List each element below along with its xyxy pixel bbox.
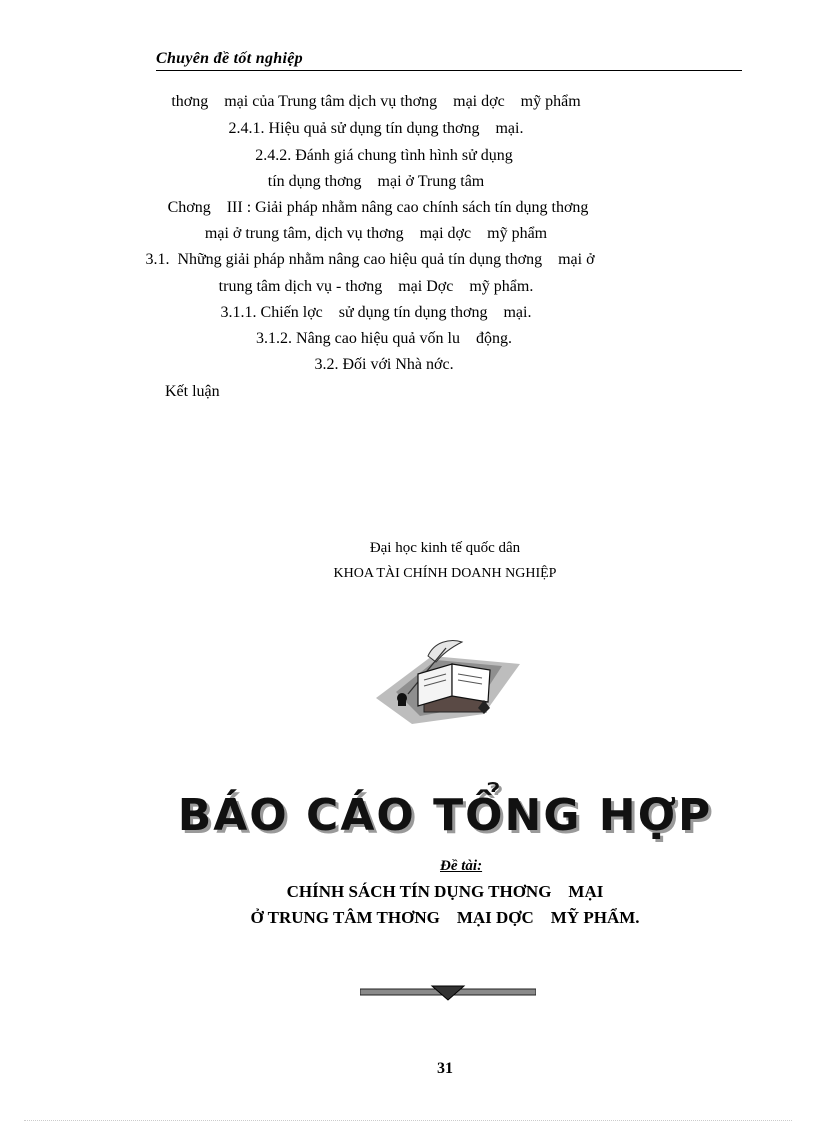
divider-arrow-icon — [360, 984, 536, 1002]
toc-line-10: 3.1.2. Nâng cao hiệu quả vốn lu động. — [256, 330, 512, 347]
university-name: Đại học kinh tế quốc dân — [369, 540, 521, 556]
toc-line-9: 3.1.1. Chiến lợc sử dụng tín dụng thơng mại. — [220, 304, 532, 321]
toc-line-12: Kết luận — [165, 383, 220, 400]
page-header — [156, 50, 742, 71]
header-title: Chuyên đề tốt nghiệp — [156, 50, 303, 67]
page-number: 31 — [437, 1060, 453, 1077]
topic-line-1: CHÍNH SÁCH TÍN DỤNG THƠNG MẠI — [286, 882, 604, 901]
toc-line-8: trung tâm dịch vụ - thơng mại Dợc mỹ phẩm. — [218, 278, 534, 295]
faculty-name: KHOA TÀI CHÍNH DOANH NGHIỆP — [333, 566, 557, 581]
toc-line-3: 2.4.2. Đánh giá chung tình hình sử dụng — [255, 147, 513, 164]
topic-label: Đề tài: — [440, 858, 483, 874]
toc-line-5: Chơng III : Giải pháp nhằm nâng cao chính sách tín dụng thơng — [167, 199, 589, 216]
toc-line-6: mại ở trung tâm, dịch vụ thơng mại dợc mỹ phẩm — [204, 225, 548, 242]
report-title: BÁO CÁO TỔNG HỢP — [177, 790, 713, 841]
page-bottom-divider — [24, 1120, 792, 1121]
toc-line-7: 3.1. Những giải pháp nhằm nâng cao hiệu quả tín dụng thơng mại ở — [145, 251, 595, 268]
book-quill-icon — [372, 636, 522, 726]
toc-line-4: tín dụng thơng mại ở Trung tâm — [267, 173, 485, 190]
toc-line-2: 2.4.1. Hiệu quả sử dụng tín dụng thơng mại. — [228, 120, 524, 137]
topic-line-2: Ở TRUNG TÂM THƠNG MẠI DỢC MỸ PHẨM. — [250, 908, 640, 927]
toc-line-11: 3.2. Đối với Nhà nớc. — [314, 356, 454, 373]
toc-line-1: thơng mại của Trung tâm dịch vụ thơng mại dợc mỹ phẩm — [171, 93, 581, 110]
